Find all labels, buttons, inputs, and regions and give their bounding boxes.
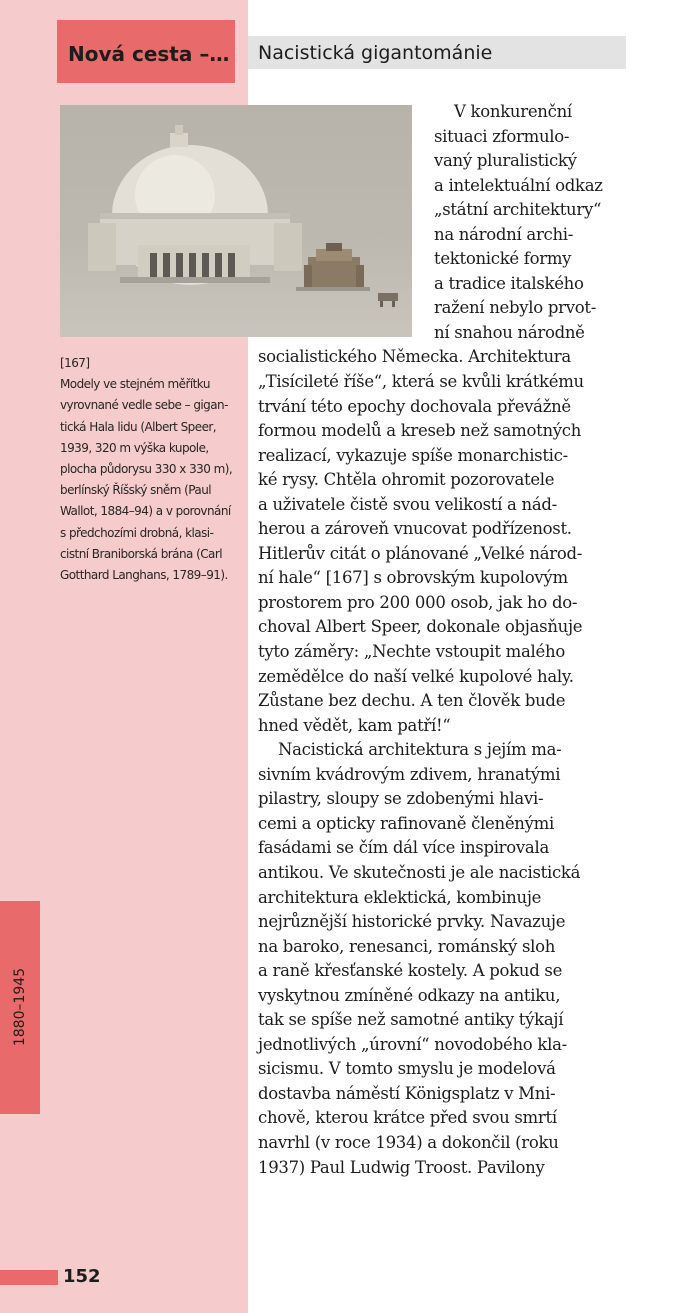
- body-line: 1937) Paul Ludwig Troost. Pavilony: [258, 1157, 545, 1177]
- body-line: na národní archi-: [434, 224, 574, 244]
- body-line: trvání této epochy dochovala převážně: [258, 396, 571, 416]
- body-line: dostavba náměstí Königsplatz v Mni-: [258, 1083, 556, 1103]
- figure-label: [167]: [60, 356, 90, 370]
- body-line: ražení nebylo prvot-: [434, 298, 596, 318]
- body-line: „Tisícileté říše“, která se kvůli krátkému: [258, 372, 584, 392]
- body-line: formou modelů a kreseb než samotných: [258, 421, 582, 441]
- body-line: a tradice italského: [434, 273, 584, 293]
- body-line: na baroko, renesanci, románský sloh: [258, 936, 556, 956]
- caption-line: Wallot, 1884–94) a v porovnání: [60, 504, 231, 519]
- caption-line: 1939, 320 m výška kupole,: [60, 440, 209, 455]
- page-number: 152: [63, 1266, 101, 1287]
- body-line: pilastry, sloupy se zdobenými hlavi-: [258, 789, 544, 809]
- body-line: „státní architektury“: [434, 200, 602, 220]
- caption-line: plocha půdorysu 330 x 330 m),: [60, 462, 233, 477]
- body-line: herou a zároveň vnucovat podřízenost.: [258, 519, 572, 539]
- body-line: a raně křesťanské kostely. A pokud se: [258, 961, 563, 981]
- body-line: a intelektuální odkaz: [434, 175, 603, 195]
- body-line: choval Albert Speer, dokonale objasňuje: [258, 617, 583, 637]
- body-line: prostorem pro 200 000 osob, jak ho do-: [258, 592, 578, 612]
- caption-line: cistní Braniborská brána (Carl: [60, 546, 223, 561]
- body-line: zemědělce do naší velké kupolové haly.: [258, 666, 574, 686]
- body-line: vyskytnou zmíněné odkazy na antiku,: [258, 985, 561, 1005]
- body-line: tektonické formy: [434, 249, 572, 269]
- body-text: [258, 100, 638, 1180]
- body-line: chově, kterou krátce před svou smrtí: [258, 1108, 557, 1128]
- caption-line: s předchozími drobná, klasi-: [60, 525, 214, 540]
- section-title: Nacistická gigantománie: [258, 42, 493, 64]
- caption-line: vyrovnané vedle sebe – gigan-: [60, 398, 228, 413]
- body-line: navrhl (v roce 1934) a dokončil (roku: [258, 1132, 559, 1152]
- body-line: a uživatele čistě svou velikostí a nád-: [258, 494, 557, 514]
- body-line: V konkurenční: [454, 102, 572, 121]
- body-line: ké rysy. Chtěla ohromit pozorovatele: [258, 470, 555, 490]
- caption-line: tická Hala lidu (Albert Speer,: [60, 419, 217, 434]
- folio-bar: [0, 1270, 58, 1285]
- body-line: Hitlerův citát o plánované „Velké národ-: [258, 543, 583, 563]
- body-line: ní hale“ [167] s obrovským kupolovým: [258, 568, 568, 588]
- body-line: tyto záměry: „Nechte vstoupit malého: [258, 642, 565, 662]
- body-line: Nacistická architektura s jejím ma-: [278, 740, 562, 760]
- body-line: antikou. Ve skutečnosti je ale nacistická: [258, 862, 581, 882]
- body-line: realizací, vykazuje spíše monarchistic-: [258, 445, 568, 465]
- body-line: tak se spíše než samotné antiky týkají: [258, 1010, 564, 1030]
- body-line: situaci zformulo-: [434, 126, 570, 146]
- body-line: sivním kvádrovým zdivem, hranatými: [258, 764, 561, 784]
- figure-caption: [60, 353, 245, 586]
- body-line: fasádami se čím dál více inspirovala: [258, 838, 549, 858]
- body-line: nejrůznější historické prvky. Navazuje: [258, 912, 566, 932]
- body-line: ní snahou národně: [434, 322, 585, 342]
- body-line: Zůstane bez dechu. A ten člověk bude: [258, 691, 566, 711]
- caption-line: berlínský Říšský sněm (Paul: [60, 483, 212, 498]
- caption-line: Modely ve stejném měřítku: [60, 377, 210, 392]
- body-line: cemi a opticky rafinovaně členěnými: [258, 813, 554, 833]
- body-line: architektura eklektická, kombinuje: [258, 887, 542, 907]
- body-line: vaný pluralistický: [434, 151, 577, 171]
- body-line: socialistického Německa. Architektura: [258, 347, 571, 367]
- body-line: hned vědět, kam patří!“: [258, 715, 451, 735]
- chapter-title: Nová cesta –…: [68, 42, 230, 66]
- era-label: 1880–1945: [12, 967, 28, 1047]
- body-line: sicismu. V tomto smyslu je modelová: [258, 1059, 556, 1079]
- caption-line: Gotthard Langhans, 1789–91).: [60, 568, 228, 583]
- body-line: jednotlivých „úrovní“ novodobého kla-: [258, 1034, 567, 1054]
